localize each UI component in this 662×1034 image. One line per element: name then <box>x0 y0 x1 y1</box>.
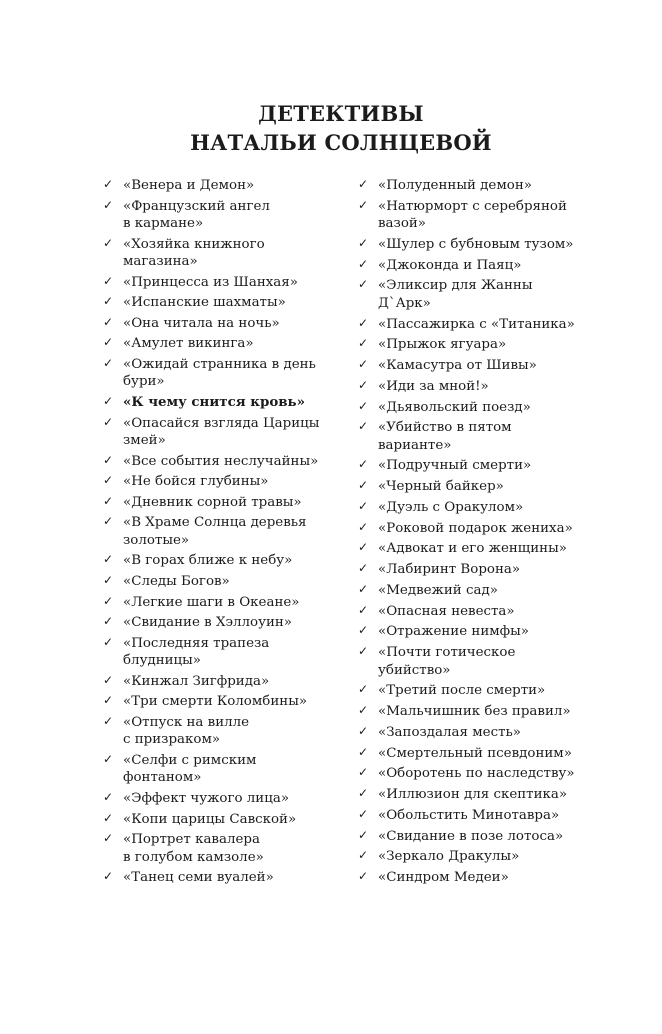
checkmark-icon <box>358 398 372 415</box>
checkmark-icon <box>358 356 372 373</box>
book-item <box>103 869 348 886</box>
book-item <box>103 714 348 749</box>
book-item <box>103 831 348 866</box>
checkmark-icon <box>358 643 372 660</box>
book-item <box>358 316 648 333</box>
checkmark-icon <box>358 681 372 698</box>
book-title-line: «Камасутра от Шивы» <box>378 358 537 374</box>
book-title-line: «Третий после смерти» <box>378 683 546 699</box>
book-item <box>358 399 648 416</box>
checkmark-icon <box>103 513 117 530</box>
book-item <box>358 198 648 233</box>
book-item <box>358 828 648 845</box>
checkmark-icon <box>358 498 372 515</box>
book-item <box>358 603 648 620</box>
checkmark-icon <box>103 593 117 610</box>
book-title-line: «Селфи с римским <box>123 752 257 768</box>
book-title-line: «Испанские шахматы» <box>123 295 286 311</box>
book-title-line: «Отражение нимфы» <box>378 624 530 640</box>
checkmark-icon <box>103 235 117 252</box>
book-item <box>103 573 348 590</box>
checkmark-icon <box>103 293 117 310</box>
book-item <box>103 494 348 511</box>
book-title-line: «Прыжок ягуара» <box>378 337 507 353</box>
checkmark-icon <box>358 581 372 598</box>
book-title-line: магазина» <box>123 254 198 269</box>
checkmark-icon <box>103 314 117 331</box>
checkmark-icon <box>358 519 372 536</box>
book-title-line: «Опасайся взгляда Царицы <box>123 415 320 431</box>
book-title-line: «В Храме Солнца деревья <box>123 515 307 531</box>
checkmark-icon <box>358 418 372 435</box>
book-item <box>358 257 648 274</box>
book-title-line: «Хозяйка книжного <box>123 236 265 252</box>
book-item <box>103 594 348 611</box>
checkmark-icon <box>358 315 372 332</box>
book-title-line: «Черный байкер» <box>378 479 504 495</box>
book-item <box>103 693 348 710</box>
book-title-line: «Натюрморт с серебряной <box>378 198 567 214</box>
book-title-line: «К чему снится кровь» <box>123 393 306 410</box>
book-title-line: «Мальчишник без правил» <box>378 704 571 720</box>
book-title-line: «Опасная невеста» <box>378 603 515 619</box>
book-title-line: «Лабиринт Ворона» <box>378 562 521 578</box>
checkmark-icon <box>358 377 372 394</box>
checkmark-icon <box>358 602 372 619</box>
book-item <box>103 335 348 352</box>
checkmark-icon <box>103 751 117 768</box>
book-title-line: «Отпуск на вилле <box>123 714 250 730</box>
book-title-line: «Иллюзион для скептика» <box>378 787 568 803</box>
book-title-line: в голубом камзоле» <box>123 849 264 865</box>
checkmark-icon <box>103 692 117 709</box>
book-item <box>358 561 648 578</box>
book-title-line: «Свидание в Хэллоуин» <box>123 615 292 631</box>
book-title-line: «Танец семи вуалей» <box>123 870 274 886</box>
book-item <box>358 378 648 395</box>
book-item <box>358 644 648 679</box>
checkmark-icon <box>358 622 372 639</box>
book-title-line: «Медвежий сад» <box>378 582 498 598</box>
checkmark-icon <box>358 702 372 719</box>
book-item <box>103 315 348 332</box>
book-item <box>358 807 648 824</box>
book-item <box>358 520 648 537</box>
book-item <box>358 623 648 640</box>
book-title-line: «Эффект чужого лица» <box>123 790 290 806</box>
book-item <box>103 514 348 549</box>
page-title-line-2: НАТАЛЬИ СОЛНЦЕВОЙ <box>190 130 492 155</box>
checkmark-icon <box>103 197 117 214</box>
checkmark-icon <box>103 713 117 730</box>
checkmark-icon <box>358 456 372 473</box>
checkmark-icon <box>358 847 372 864</box>
checkmark-icon <box>103 334 117 351</box>
book-item <box>103 453 348 470</box>
checkmark-icon <box>103 868 117 885</box>
checkmark-icon <box>358 539 372 556</box>
checkmark-icon <box>358 764 372 781</box>
book-item <box>103 236 348 271</box>
book-title-line: «Иди за мной!» <box>378 378 489 394</box>
book-title-line: убийство» <box>378 662 451 678</box>
book-title-line: «Убийство в пятом <box>378 420 512 436</box>
checkmark-icon <box>103 810 117 827</box>
book-title-line: «Шулер с бубновым тузом» <box>378 236 574 252</box>
book-item <box>358 745 648 762</box>
book-title-line: «Смертельный псевдоним» <box>378 745 572 761</box>
book-title-line: «Амулет викинга» <box>123 336 254 352</box>
book-title-line: «Копи царицы Савской» <box>123 811 297 827</box>
book-title-line: «Эликсир для Жанны <box>378 278 533 294</box>
checkmark-icon <box>358 723 372 740</box>
checkmark-icon <box>103 672 117 689</box>
book-item <box>358 236 648 253</box>
book-title-line: блудницы» <box>123 653 202 669</box>
book-item <box>358 582 648 599</box>
book-title-line: «Кинжал Зигфрида» <box>123 673 270 689</box>
checkmark-icon <box>103 273 117 290</box>
book-item <box>358 357 648 374</box>
book-item <box>358 682 648 699</box>
book-title-line: вазой» <box>378 216 427 232</box>
checkmark-icon <box>103 493 117 510</box>
book-title-line: Д`Арк» <box>378 295 431 311</box>
book-title-line: «Зеркало Дракулы» <box>378 849 520 865</box>
checkmark-icon <box>103 452 117 469</box>
book-title-line: «Все события неслучайны» <box>123 453 319 469</box>
book-item <box>103 294 348 311</box>
book-item <box>358 457 648 474</box>
book-title-line: «Джоконда и Паяц» <box>378 257 522 273</box>
book-title-line: «Запоздалая месть» <box>378 724 521 740</box>
book-title-line: «Портрет кавалера <box>123 832 260 848</box>
book-list-right <box>358 177 648 890</box>
book-title-line: «Следы Богов» <box>123 573 230 589</box>
checkmark-icon <box>103 634 117 651</box>
book-item <box>103 274 348 291</box>
book-item <box>103 552 348 569</box>
book-item <box>103 177 348 194</box>
checkmark-icon <box>103 393 117 410</box>
book-item <box>103 673 348 690</box>
book-title-line: «Французский ангел <box>123 198 270 214</box>
book-title-line: «Принцесса из Шанхая» <box>123 274 298 290</box>
book-item <box>358 703 648 720</box>
book-title-line: «Легкие шаги в Океане» <box>123 594 300 610</box>
book-title-line: змей» <box>123 432 166 448</box>
book-title-line: «Дневник сорной травы» <box>123 494 302 510</box>
checkmark-icon <box>103 572 117 589</box>
checkmark-icon <box>358 868 372 885</box>
book-item <box>358 419 648 454</box>
book-title-line: «Почти готическое <box>378 645 516 661</box>
book-title-line: «Обольстить Минотавра» <box>378 807 560 823</box>
book-title-line: «Венера и Демон» <box>123 178 255 193</box>
book-title-line: «Ожидай странника в день <box>123 356 316 372</box>
checkmark-icon <box>358 806 372 823</box>
book-title-line: «Она читала на ночь» <box>123 315 280 331</box>
checkmark-icon <box>358 477 372 494</box>
book-title-line: «Адвокат и его женщины» <box>378 541 567 557</box>
checkmark-icon <box>358 785 372 802</box>
checkmark-icon <box>103 551 117 568</box>
book-title-line: бури» <box>123 374 165 390</box>
book-item <box>358 724 648 741</box>
checkmark-icon <box>103 789 117 806</box>
checkmark-icon <box>358 335 372 352</box>
checkmark-icon <box>358 827 372 844</box>
book-title-line: «Подручный смерти» <box>378 458 532 474</box>
page-title <box>0 99 662 157</box>
book-item <box>358 499 648 516</box>
checkmark-icon <box>358 744 372 761</box>
checkmark-icon <box>103 414 117 431</box>
book-item <box>358 277 648 312</box>
book-item <box>358 177 648 194</box>
book-title-line: «Не бойся глубины» <box>123 474 269 490</box>
checkmark-icon <box>358 276 372 293</box>
book-item <box>103 415 348 450</box>
book-list-left <box>103 177 348 890</box>
book-item <box>103 635 348 670</box>
book-item <box>103 614 348 631</box>
checkmark-icon <box>103 830 117 847</box>
book-item <box>358 478 648 495</box>
book-title-line: «Свидание в позе лотоса» <box>378 828 564 844</box>
book-item-highlighted <box>103 394 348 411</box>
book-title-line: фонтаном» <box>123 770 202 786</box>
book-title-line: «Полуденный демон» <box>378 178 532 193</box>
book-title-line: золотые» <box>123 532 190 548</box>
book-item <box>358 540 648 557</box>
checkmark-icon <box>103 355 117 372</box>
book-item <box>358 786 648 803</box>
page-title-line-1: ДЕТЕКТИВЫ <box>258 101 424 126</box>
book-title-line: с призраком» <box>123 732 221 748</box>
checkmark-icon <box>358 197 372 214</box>
book-item <box>103 356 348 391</box>
checkmark-icon <box>358 560 372 577</box>
book-title-line: «Дьявольский поезд» <box>378 399 531 415</box>
book-item <box>103 198 348 233</box>
checkmark-icon <box>103 176 117 193</box>
book-title-line: «Синдром Медеи» <box>378 870 509 886</box>
book-title-line: «В горах ближе к небу» <box>123 553 293 569</box>
book-item <box>358 869 648 886</box>
book-title-line: «Оборотень по наследству» <box>378 766 575 782</box>
book-title-line: варианте» <box>378 437 452 453</box>
book-item <box>358 765 648 782</box>
book-title-line: «Три смерти Коломбины» <box>123 694 308 710</box>
book-title-line: в кармане» <box>123 216 204 231</box>
checkmark-icon <box>103 472 117 489</box>
book-item <box>358 336 648 353</box>
book-item <box>103 752 348 787</box>
book-item <box>103 473 348 490</box>
checkmark-icon <box>358 256 372 273</box>
book-title-line: «Последняя трапеза <box>123 635 270 651</box>
book-title-line: «Роковой подарок жениха» <box>378 520 573 536</box>
book-item <box>103 811 348 828</box>
checkmark-icon <box>103 613 117 630</box>
checkmark-icon <box>358 176 372 193</box>
book-title-line: «Пассажирка с «Титаника» <box>378 316 575 332</box>
book-title-line: «Дуэль с Оракулом» <box>378 499 524 515</box>
book-item <box>103 790 348 807</box>
book-item <box>358 848 648 865</box>
checkmark-icon <box>358 235 372 252</box>
